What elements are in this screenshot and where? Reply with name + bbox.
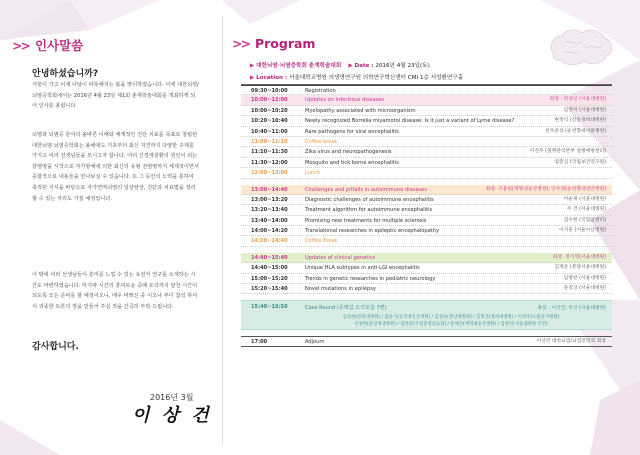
thanks-text: 감사합니다. [32,342,79,352]
greeting-heading: 안녕하셨습니까? [32,69,99,79]
schedule-time: 15:20~15:40 [251,286,288,293]
schedule-row [241,216,612,226]
schedule-time: 13:40~14:00 [251,217,288,224]
case-round-panel-line-2: 신창현(분당제생병원) / 김한준(국립중앙의료원) / 문예진(계명대동산병원) / 김원빈(서울대병원 인턴) [354,322,548,328]
break-row [241,168,612,178]
president-signature: 이 상 건 [132,405,212,426]
schedule-time: 11:00~11:10 [251,138,288,145]
schedule-title: Newly recognized Borrelia miyamotoi disease: Is it just a variant of Lyme disease? [305,118,515,125]
schedule-speaker: 염춘심 (국립보건연구원) [554,159,606,165]
schedule-time: 10:00~10:20 [251,107,288,114]
schedule-speaker: 변정익 (강동경희대병원) [554,118,606,124]
schedule-row [241,116,612,126]
session-chair: 좌장: 조용원(계명대동산병원), 안우영(순천향대천안병원) [485,186,606,192]
schedule-speaker: 주 건 (서울대병원) [566,207,606,213]
schedule-speaker: 문정상 (서울대병원) [563,286,606,292]
schedule-time: 12:00~13:00 [251,170,288,177]
schedule-time: 14:40~15:40 [251,254,288,261]
schedule-title: Diagnostic challenges of autoimmune encephalitis [305,196,434,203]
schedule-row [241,127,612,137]
session-chair: 좌장: 정기영(서울대병원) [552,254,606,260]
schedule-row [241,195,612,205]
greeting-paragraph-1: 겨울이 가고 이제 나날이 따뜻해지는 봄을 맞이하였습니다. 이에 대한뇌염/뇌염증학회에서는 2016년 4월 23일 제1회 춘계학술대회를 개최하게 되어 인사를 올립니다. [32,82,199,110]
greeting-paragraph-3: 이 밖에 여러 선생님들이 흥미를 느낄 수 있는 유전자 연구를 소개하는 시간도 마련하였습니다. 마지막 시간의 흥미로운 증례 토의까지 알찬 시간이 되도록 모든 준비를 할 예정이오니, 매우 바쁘신 중 이오나 부디 참석 하셔서 귀중한 토론의 장을 만들어 주실 것을 간곡히 부탁 드립니다. [32,272,198,310]
schedule-title: Lunch [305,170,321,177]
schedule-time: 09:30~10:00 [251,88,288,94]
case-round-title: Case Round (증례집 토의포함 7편) [305,305,387,312]
schedule-title: Treatment algorithm for autoimmune encephalitis [305,207,433,214]
greeting-paragraph-2: 뇌염과 뇌염증 분야의 올바른 이해와 체계적인 진단 치료를 목표로 창립된 대한뇌염·뇌염증학회는 올해에도 기초부터 최신 지견까지 다양한 주제를 가지고 여러 선생님들을 모시고자 합니다. 여러 신경계질환의 원인이 되는 감염병을 시작으로 자가항체에 의한 최신의 유형 전염병까지 체계적이면서 종합적으로 내용들을 만나보실 수 있습니다. 또 그 동안의 노력을 통하여 축적된 지식을 바탕으로 자가면역뇌염의 임상양상, 진단과 치료법을 정리할 수 있는 자리도 가질 예정입니다. [32,132,199,202]
schedule-speaker: 이지훈 (서울아산병원) [559,228,606,234]
adjourn-speaker: 이상건 대한뇌염/뇌염증학회 회장 [536,339,606,345]
session-header-row [241,185,612,195]
schedule-row [241,106,612,116]
schedule-title: Coffee Break [305,238,338,245]
double-chevron-icon: >> [12,38,29,53]
schedule-row [241,147,612,157]
schedule-time: 10:20~10:40 [251,118,288,125]
adjourn-row [241,336,612,346]
case-round-panel-line-1: 김성현(강원대병원) / 김윤기(동국대일산병원) / 김정숙(강남대병원) / 김형진(경희대병원) / 이정주(노원을지병원) [342,315,560,321]
session-header-row [241,253,612,263]
schedule-time: 14:20~14:40 [251,238,288,245]
program-page [228,0,640,455]
case-round-time: 15:40~16:50 [251,304,288,311]
schedule-title: Trends in genetic researches in pediatric neurology [305,275,436,282]
schedule-title: Unique HLA subtypes in anti-LGI encephalitis [305,265,420,272]
program-title: >> Program [232,36,316,51]
adjourn-time: 17:00 [251,339,268,346]
schedule-row [241,158,612,168]
schedule-row [241,205,612,215]
schedule-title: Novel mutations in epilepsy [305,286,376,293]
schedule-title: Updates on infectious diseases [305,97,385,104]
triangle-bullet-icon: ▶ [250,63,255,69]
schedule-time: 11:30~12:00 [251,159,288,166]
break-row [241,137,612,147]
schedule-row [241,263,612,273]
letter-date: 2016년 3월 [150,393,194,402]
event-info-line: ▶ 대한뇌염·뇌염증학회 춘계학술대회 ▶ Date : 2016년 4월 23일(토) [250,63,430,69]
case-round-block [241,300,612,330]
program-schedule [241,84,612,347]
break-row [241,236,612,246]
schedule-title: Challenges and pitfalls in autoimmune diseases [305,186,427,193]
schedule-time: 15:00~15:20 [251,275,288,282]
schedule-speaker: 이건주 (질병관리본부 질병예방센터) [529,149,606,155]
schedule-rows [241,85,612,294]
schedule-speaker: 임정미 (서울대병원) [563,107,606,113]
schedule-time: 13:00~13:20 [251,196,288,203]
schedule-time: 14:00~14:20 [251,228,288,235]
schedule-row [241,85,612,95]
page-divider [222,16,223,444]
schedule-title: Myelopathy associated with microorganism [305,107,416,114]
schedule-title: Coffee break [305,138,338,145]
schedule-time: 10:00~12:00 [251,97,288,104]
schedule-row [241,226,612,236]
schedule-time: 14:40~15:00 [251,265,288,272]
triangle-bullet-icon: ▶ [250,75,255,81]
schedule-title: Registration [305,88,336,94]
case-round-chair: 좌장 : 이상건, 주건 (서울대병원) [537,306,606,312]
schedule-time: 13:00~14:40 [251,186,288,193]
adjourn-title: Adjourn [305,339,325,346]
triangle-bullet-icon: ▶ [348,63,353,69]
location-info-line: ▶ Location : 서울대학교병원 의생명연구원 의학연구혁신센터 CMI 1층 서성환연구홀 [250,75,464,81]
double-chevron-icon: >> [232,36,249,51]
schedule-speaker: 임병찬 (서울대병원) [563,275,606,281]
schedule-time: 11:10~11:30 [251,149,288,156]
schedule-title: Rare pathogens for viral encephalitis [305,128,399,135]
schedule-title: Promising new treatments for multiple sclerosis [305,217,427,224]
schedule-title: Updates of clinical genetics [305,254,376,261]
schedule-time: 10:40~11:00 [251,128,288,135]
schedule-speaker: 김수현 (국립암센터) [563,217,606,223]
schedule-speaker: 이순재 (서울대병원) [563,196,606,202]
schedule-speaker: 김재준 (분당서울대병원) [554,265,606,271]
session-chair: 좌장 : 박경일 (서울대병원) [549,97,606,103]
schedule-title: Translational researches in epileptic encephalopathy [305,228,440,235]
schedule-speaker: 선우준상 (순천향대서울병원) [545,128,606,134]
schedule-row [241,284,612,294]
session-header-row [241,95,612,105]
greeting-page [0,0,222,455]
schedule-title: Mosquito and tick borne encephalitis [305,159,399,166]
schedule-title: Zika virus and neuropathogenesis [305,149,392,156]
greeting-title: >> 인사말씀 [12,38,84,53]
schedule-row [241,274,612,284]
schedule-time: 13:20~13:40 [251,207,288,214]
